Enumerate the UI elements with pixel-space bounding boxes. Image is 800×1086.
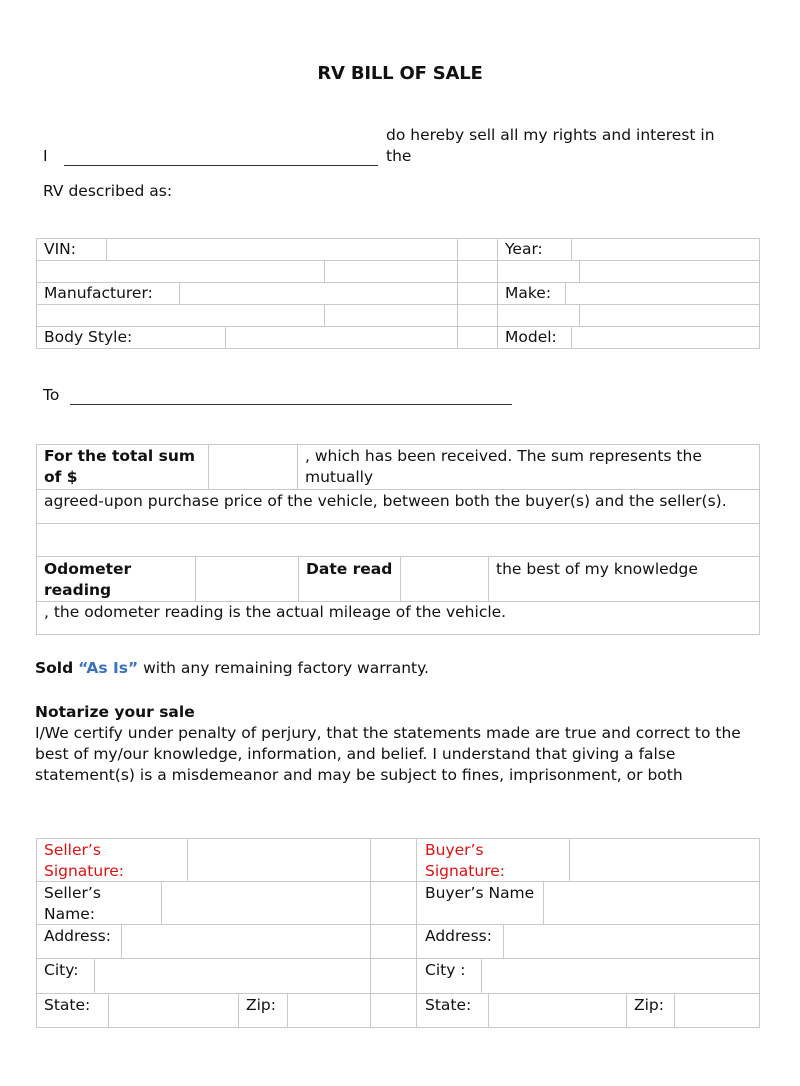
year-label-cell — [497, 238, 572, 261]
spacer-cell — [457, 304, 498, 327]
vin-spacer-cell — [457, 238, 498, 261]
make-field[interactable] — [565, 282, 760, 305]
buyer-state-field[interactable] — [488, 993, 627, 1028]
seller-state-field[interactable] — [108, 993, 239, 1028]
notarize-line2: best of my/our knowledge, information, and belief. I understand that giving a false — [35, 745, 676, 763]
intro-suffix-line2: the — [386, 147, 412, 165]
received-text-line2: mutually — [305, 468, 374, 486]
manufacturer-label-cell — [36, 282, 180, 305]
buyer-name-line[interactable] — [70, 404, 512, 405]
buyer-name-label-cell — [416, 881, 544, 925]
model-field[interactable] — [571, 326, 760, 349]
seller-signature-label-cell — [36, 838, 188, 882]
model-label: Model: — [505, 328, 557, 346]
buyer-signature-field[interactable] — [569, 838, 760, 882]
buyer-city-label: City : — [425, 961, 466, 979]
buyer-city-label-cell — [416, 958, 482, 994]
seller-city-label: City: — [44, 961, 79, 979]
total-sum-label-line2: of $ — [44, 468, 78, 486]
spacer-row — [36, 523, 760, 557]
vin-field[interactable] — [106, 238, 458, 261]
odometer-label-line1: Odometer — [44, 560, 132, 578]
seller-name-label-cell — [36, 881, 162, 925]
manufacturer-label: Manufacturer: — [44, 284, 153, 302]
seller-address-label: Address: — [44, 927, 111, 945]
total-sum-label-cell — [36, 444, 209, 490]
body-style-label-cell — [36, 326, 226, 349]
seller-name-label-line2: Name: — [44, 905, 95, 923]
seller-state-label: State: — [44, 996, 91, 1014]
divider-cell — [370, 838, 417, 882]
divider-cell — [370, 993, 417, 1028]
seller-city-field[interactable] — [94, 958, 371, 994]
seller-address-field[interactable] — [121, 924, 371, 959]
buyer-name-field[interactable] — [543, 881, 760, 925]
make-label-cell — [497, 282, 566, 305]
year-field[interactable] — [571, 238, 760, 261]
seller-zip-field[interactable] — [287, 993, 371, 1028]
as-is-quote: “As Is” — [78, 659, 139, 677]
vin-label: VIN: — [44, 240, 76, 258]
spacer-cell — [579, 304, 760, 327]
date-read-label: Date read — [306, 560, 393, 578]
buyer-address-label-cell — [416, 924, 504, 959]
total-sum-field[interactable] — [208, 444, 298, 490]
year-label: Year: — [505, 240, 543, 258]
buyer-zip-label-cell — [626, 993, 675, 1028]
buyer-name-label: Buyer’s Name — [425, 884, 535, 902]
buyer-signature-label-line1: Buyer’s — [425, 841, 484, 859]
knowledge-text-cell — [488, 556, 760, 602]
spacer-cell — [497, 304, 580, 327]
body-style-label: Body Style: — [44, 328, 133, 346]
seller-name-field[interactable] — [161, 881, 371, 925]
as-is-rest: with any remaining factory warranty. — [143, 659, 429, 677]
model-label-cell — [497, 326, 572, 349]
divider-cell — [370, 924, 417, 959]
divider-cell — [370, 881, 417, 925]
seller-zip-label: Zip: — [246, 996, 276, 1014]
seller-signature-field[interactable] — [187, 838, 371, 882]
make-label: Make: — [505, 284, 552, 302]
spacer-cell — [579, 260, 760, 283]
spacer-cell — [36, 260, 325, 283]
intro-prefix: I — [43, 147, 48, 165]
date-read-label-cell — [298, 556, 401, 602]
knowledge-text: the best of my knowledge — [496, 560, 698, 578]
odometer-label-line2: reading — [44, 581, 112, 599]
buyer-state-label-cell — [416, 993, 489, 1028]
to-label: To — [43, 386, 60, 404]
spacer-cell — [36, 304, 325, 327]
sold-word: Sold — [35, 659, 74, 677]
seller-city-label-cell — [36, 958, 95, 994]
buyer-city-field[interactable] — [481, 958, 760, 994]
spacer-cell — [497, 260, 580, 283]
vin-label-cell — [36, 238, 107, 261]
body-style-field[interactable] — [225, 326, 458, 349]
agreed-text: agreed-upon purchase price of the vehicle, between both the buyer(s) and the seller(s). — [44, 492, 727, 510]
notarize-heading: Notarize your sale — [35, 703, 195, 721]
date-read-field[interactable] — [400, 556, 489, 602]
notarize-line3: statement(s) is a misdemeanor and may be subject to fines, imprisonment, or both — [35, 766, 683, 784]
rv-described-as: RV described as: — [43, 182, 173, 200]
spacer-cell — [457, 282, 498, 305]
manufacturer-field[interactable] — [179, 282, 458, 305]
notarize-line1: I/We certify under penalty of perjury, that the statements made are true and correct to the — [35, 724, 741, 742]
total-sum-label-line1: For the total sum — [44, 447, 196, 465]
seller-address-label-cell — [36, 924, 122, 959]
seller-signature-label-line1: Seller’s — [44, 841, 101, 859]
divider-cell — [370, 958, 417, 994]
buyer-state-label: State: — [425, 996, 472, 1014]
buyer-address-label: Address: — [425, 927, 492, 945]
received-text-line1: , which has been received. The sum represents the — [305, 447, 702, 465]
intro-suffix-line1: do hereby sell all my rights and interest in — [386, 126, 715, 144]
buyer-zip-field[interactable] — [674, 993, 760, 1028]
seller-name-label-line1: Seller’s — [44, 884, 101, 902]
buyer-address-field[interactable] — [503, 924, 760, 959]
received-text-cell — [297, 444, 760, 490]
as-is-statement — [35, 658, 429, 679]
agreed-text-cell — [36, 489, 760, 524]
spacer-cell — [457, 326, 498, 349]
odometer-label-cell — [36, 556, 196, 602]
mileage-text: , the odometer reading is the actual mileage of the vehicle. — [44, 603, 507, 621]
buyer-signature-label-cell — [416, 838, 570, 882]
spacer-cell — [324, 260, 458, 283]
page-title: RV BILL OF SALE — [317, 63, 483, 84]
spacer-cell — [324, 304, 458, 327]
mileage-text-cell — [36, 601, 760, 635]
seller-signature-label-line2: Signature: — [44, 862, 124, 880]
spacer-cell — [457, 260, 498, 283]
seller-state-label-cell — [36, 993, 109, 1028]
seller-name-line[interactable] — [64, 165, 378, 166]
seller-zip-label-cell — [238, 993, 288, 1028]
buyer-zip-label: Zip: — [634, 996, 664, 1014]
buyer-signature-label-line2: Signature: — [425, 862, 505, 880]
odometer-field[interactable] — [195, 556, 299, 602]
